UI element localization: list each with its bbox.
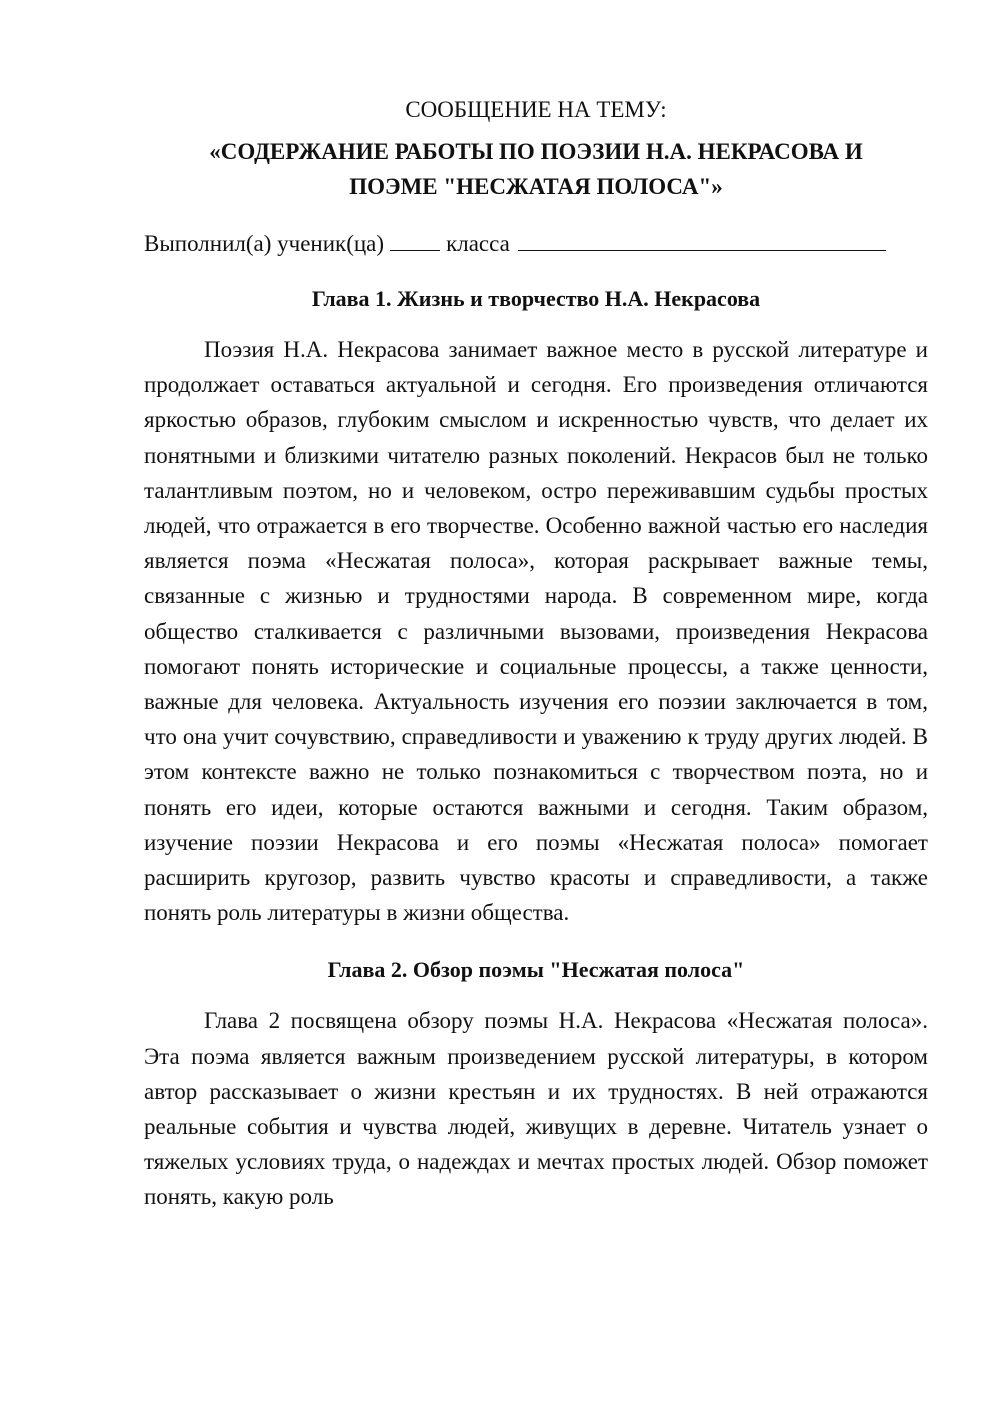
document-title-line-1: «СОДЕРЖАНИЕ РАБОТЫ ПО ПОЭЗИИ Н.А. НЕКРАСОВА И	[209, 139, 863, 164]
chapter-2-paragraph: Глава 2 посвящена обзору поэмы Н.А. Некрасова «Несжатая полоса». Эта поэма является важным произведением русской литературы, в котором автор рассказывает о жизни крестьян и их трудностях. В ней отражаются реальные события и чувства людей, живущих в деревне. Читатель узнает о тяжелых условиях труда, о надеждах и мечтах простых людей. Обзор поможет понять, какую роль	[144, 1008, 928, 1210]
student-name-blank	[518, 230, 886, 251]
author-prefix: Выполнил(а) ученик(ца)	[144, 231, 385, 256]
class-number-blank	[390, 230, 440, 251]
chapter-1-title: Глава 1. Жизнь и творчество Н.А. Некрасова	[311, 286, 761, 311]
chapter-1-paragraph: Поэзия Н.А. Некрасова занимает важное место в русской литературе и продолжает оставаться актуальной и сегодня. Его произведения отличаются яркостью образов, глубоким смыслом и искренностью чувств, что делает их понятными и близкими читателю разных поколений. Некрасов был не только талантливым поэтом, но и человеком, остро переживавшим судьбы простых людей, что отражается в его творчестве. Особенно важной частью его наследия является поэма «Несжатая полоса», которая раскрывает важные темы, связанные с жизнью и трудностями народа. В современном мире, когда общество сталкивается с различными вызовами, произведения Некрасова помогают понять исторические и социальные процессы, а также ценности, важные для человека. Актуальность изучения его поэзии заключается в том, что она учит сочувствию, справедливости и уважению к труду других людей. В этом контексте важно не только познакомиться с творчеством поэта, но и понять его идеи, которые остаются важными и сегодня. Таким образом, изучение поэзии Некрасова и его поэмы «Несжатая полоса» помогает расширить кругозор, развить чувство красоты и справедливости, а также понять роль литературы в жизни общества.	[144, 337, 928, 926]
class-label: класса	[446, 231, 510, 256]
document-title-line-2: ПОЭМЕ "НЕСЖАТАЯ ПОЛОСА"»	[349, 174, 723, 199]
author-line	[144, 226, 928, 261]
chapter-2-title: Глава 2. Обзор поэмы "Несжатая полоса"	[327, 957, 745, 983]
document-page	[144, 92, 928, 1215]
document-type-heading: СООБЩЕНИЕ НА ТЕМУ:	[405, 97, 667, 122]
